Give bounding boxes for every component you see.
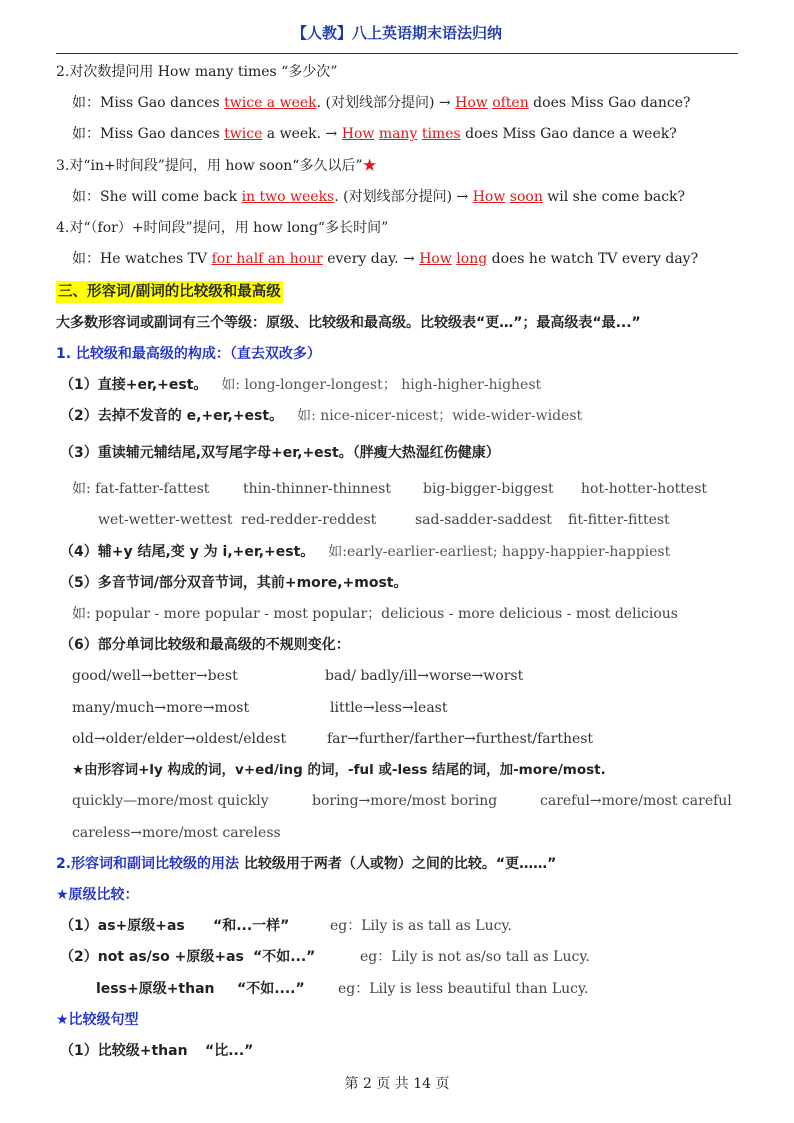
rule-4: （4）辅+y 结尾,变 y 为 i,+er,+est。 如:early-earlier-earliest; happy-happier-happiest: [60, 544, 671, 560]
example-wet: wet-wetter-wettest: [98, 512, 233, 528]
section-heading: 三、形容词/副词的比较级和最高级: [56, 281, 283, 303]
irregular-far: far→further/farther→furthest/farthest: [327, 731, 594, 747]
q4-example: 如：He watches TV for half an hour every day. → How long does he watch TV every day?: [72, 251, 699, 267]
example-careless: careless→more/most careless: [72, 825, 281, 841]
q4-title: 4.对“（for）+时间段”提问，用 how long“多长时间”: [56, 220, 389, 236]
q3-title: 3.对“in+时间段”提问，用 how soon“多久以后”★: [56, 158, 377, 174]
example-careful: careful→more/most careful: [540, 793, 732, 809]
part2-title: 2.形容词和副词比较级的用法 比较级用于两者（人或物）之间的比较。“更……”: [56, 856, 557, 872]
rule-6: （6）部分单词比较级和最高级的不规则变化：: [60, 637, 350, 653]
structure-3-meaning: “不如....”: [237, 981, 305, 997]
rule-7: ★由形容词+ly 构成的词，v+ed/ing 的词，-ful 或-less 结尾的词，加-more/most.: [72, 762, 606, 778]
example-big: big-bigger-biggest: [423, 481, 554, 497]
page-header-title: 【人教】八上英语期末语法归纳: [291, 24, 502, 42]
example-fat: 如: fat-fatter-fattest: [72, 481, 210, 497]
star-icon: ★: [362, 158, 377, 174]
example-fit: fit-fitter-fittest: [568, 512, 670, 528]
rule-3: （3）重读辅元辅结尾,双写尾字母+er,+est。（胖瘦大热湿红伤健康）: [60, 445, 500, 461]
structure-2-example: eg：Lily is not as/so tall as Lucy.: [360, 949, 590, 965]
structure-4-rule: （1）比较级+than: [60, 1043, 188, 1059]
structure-2-rule: （2）not as/so +原级+as: [60, 949, 244, 965]
structure-1-rule: （1）as+原级+as: [60, 918, 185, 934]
rule-2: （2）去掉不发音的 e,+er,+est。 如: nice-nicer-nicest；wide-wider-widest: [60, 408, 583, 424]
example-thin: thin-thinner-thinnest: [243, 481, 391, 497]
rule-5-example: 如: popular - more popular - most popular；delicious - more delicious - most delicious: [72, 606, 678, 622]
irregular-little: little→less→least: [330, 700, 448, 716]
comparative-sentence-heading: ★比较级句型: [56, 1012, 139, 1028]
structure-2-meaning: “不如...”: [253, 949, 316, 965]
example-red: red-redder-reddest: [241, 512, 377, 528]
structure-3-rule: less+原级+than: [96, 981, 215, 997]
rule-1: （1）直接+er,+est。 如: long-longer-longest； high-higher-highest: [60, 377, 542, 393]
q2-example-1: 如：Miss Gao dances twice a week. (对划线部分提问) → How often does Miss Gao dance?: [72, 95, 691, 111]
irregular-many: many/much→more→most: [72, 700, 250, 716]
q2-title: 2.对次数提问用 How many times “多少次”: [56, 64, 338, 80]
page-number: 第 2 页 共 14 页: [344, 1076, 450, 1092]
rule-5: （5）多音节词/部分双音节词，其前+more,+most。: [60, 575, 408, 591]
header-divider: [56, 53, 738, 54]
example-sad: sad-sadder-saddest: [415, 512, 552, 528]
irregular-old: old→older/elder→oldest/eldest: [72, 731, 287, 747]
structure-3-example: eg：Lily is less beautiful than Lucy.: [338, 981, 589, 997]
irregular-good: good/well→better→best: [72, 668, 238, 684]
example-quickly: quickly—more/most quickly: [72, 793, 269, 809]
irregular-bad: bad/ badly/ill→worse→worst: [325, 668, 524, 684]
example-hot: hot-hotter-hottest: [581, 481, 707, 497]
positive-comparison-heading: ★原级比较：: [56, 887, 139, 903]
q3-example: 如：She will come back in two weeks. (对划线部分提问) → How soon wil she come back?: [72, 189, 686, 205]
example-boring: boring→more/most boring: [312, 793, 498, 809]
section-intro: 大多数形容词或副词有三个等级：原级、比较级和最高级。比较级表“更…”；最高级表“最...”: [56, 315, 641, 331]
q2-example-2: 如：Miss Gao dances twice a week. → How many times does Miss Gao dance a week?: [72, 126, 677, 142]
structure-1-meaning: “和...一样”: [213, 918, 290, 934]
structure-4-meaning: “比...”: [205, 1043, 254, 1059]
structure-1-example: eg：Lily is as tall as Lucy.: [330, 918, 512, 934]
part1-title: 1. 比较级和最高级的构成：（直去双改多）: [56, 346, 321, 362]
